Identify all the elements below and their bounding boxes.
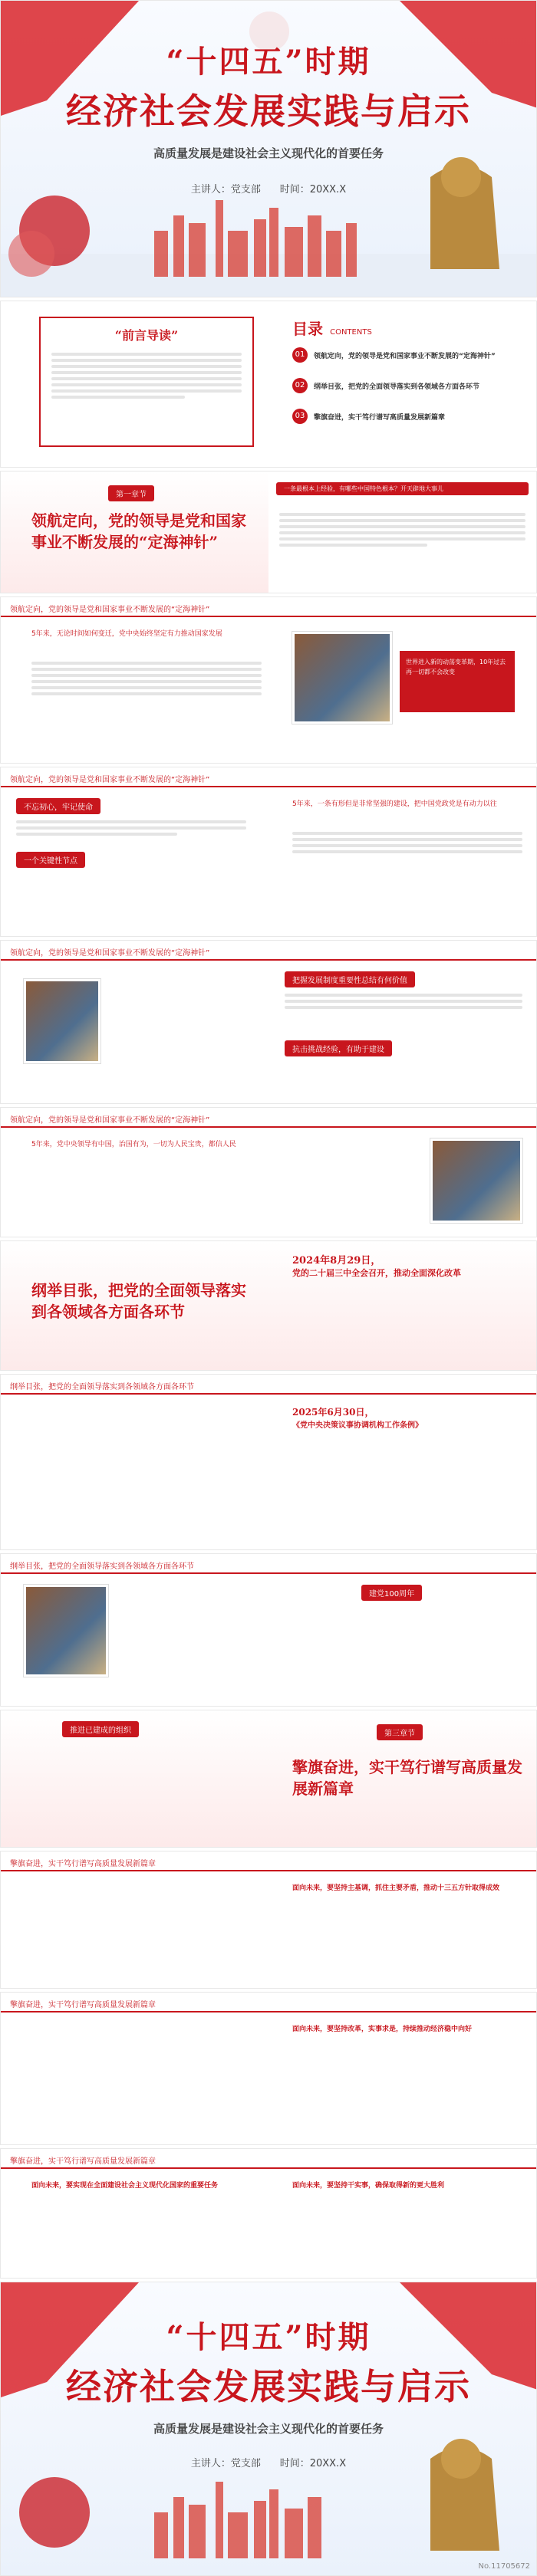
cover-slide-top[interactable] xyxy=(0,0,537,297)
section3-chapter-badge: 第三章节 xyxy=(377,1724,423,1740)
content-slide-7[interactable] xyxy=(0,1851,537,1989)
content-slide-6-header: 纲举目张，把党的全面领导落实到各领域各方面各环节 xyxy=(1,1554,536,1574)
toc-item-1[interactable] xyxy=(292,347,522,363)
cover-subtitle: 高质量发展是建设社会主义现代化的首要任务 xyxy=(153,146,384,160)
section1-chapter-badge: 第一章节 xyxy=(108,485,154,501)
label2-badge: 推进已建成的组织 xyxy=(62,1721,139,1737)
preface-heading: “前言导读” xyxy=(114,328,179,343)
section1-point-slide[interactable] xyxy=(268,471,537,593)
content-slide-8-header: 擎旗奋进，实干笃行谱写高质量发展新篇章 xyxy=(1,1993,536,2013)
content-slide-8[interactable] xyxy=(0,1992,537,2145)
end-meta xyxy=(1,2455,536,2469)
cover-meta xyxy=(1,181,536,196)
content-slide-9[interactable] xyxy=(0,2148,537,2279)
s3-point3-text: 面向未来，要实现在全面建设社会主义现代化国家的重要任务 xyxy=(31,2182,219,2190)
watermark: No.11705672 xyxy=(478,2562,530,2571)
section-label2-badge: 抗击挑战经验，有助于建设 xyxy=(285,1040,392,1056)
section1-title: 领航定向，党的领导是党和国家事业不断发展的“定海神针” xyxy=(31,511,246,551)
date1-label: 2024年8月29日， xyxy=(292,1255,381,1267)
date2-text: 《党中央决策议事协调机构工作条例》 xyxy=(292,1421,423,1430)
quote-line: 5年来，无论时间如何变迁，党中央始终坚定有力推动国家发展 xyxy=(31,630,222,638)
end-title-line2: 经济社会发展实践与启示 xyxy=(66,2366,471,2407)
intro-toc-slide[interactable] xyxy=(0,301,537,468)
end-subtitle: 高质量发展是建设社会主义现代化的首要任务 xyxy=(153,2422,384,2436)
toc-title: 目录 xyxy=(292,320,323,338)
date2 xyxy=(292,1405,522,1430)
section1-point-badge: 一条最根本上经验，有哪些中国特色根本？开天辟地大事儿 xyxy=(276,482,529,495)
cover-title-line2: 经济社会发展实践与启示 xyxy=(66,90,471,132)
toc-text-1: 领航定向，党的领导是党和国家事业不断发展的“定海神针” xyxy=(314,352,496,360)
point2-text: 5年来，一条有形但是非常坚强的建设，把中国党政党是有动力以往 xyxy=(292,800,497,808)
cover-title-line1: “十四五”时期 xyxy=(166,44,371,80)
content-slide-2[interactable] xyxy=(0,767,537,937)
toc-text-3: 擎旗奋进，实干笃行谱写高质量发展新篇章 xyxy=(314,413,446,422)
s3-point2-text: 面向未来，要坚持改革，实事求是，持续推动经济稳中向好 xyxy=(292,2026,473,2033)
toc-item-3[interactable] xyxy=(292,409,522,424)
line3-text: 5年来，党中央领导有中国，治国有为，一切为人民宝贵，都信人民 xyxy=(31,1141,236,1148)
date1-text: 党的二十届三中全会召开，推动全面深化改革 xyxy=(292,1268,461,1278)
end-time-label: 时间：20XX.X xyxy=(279,2458,347,2469)
s3-point-text: 面向未来，要坚持主基调，抓住主要矛盾，推动十三五方针取得成效 xyxy=(292,1884,500,1892)
preface-box xyxy=(39,317,254,447)
date1 xyxy=(292,1252,522,1279)
toc-text-2: 纲举目张，把党的全面领导落实到各领域各方面各环节 xyxy=(314,383,480,391)
time-label: 时间：20XX.X xyxy=(279,184,347,196)
preface-text xyxy=(41,343,252,408)
content-slide-9-header: 擎旗奋进，实干笃行谱写高质量发展新篇章 xyxy=(1,2149,536,2169)
section3-title: 擎旗奋进，实干笃行谱写高质量发展新篇章 xyxy=(292,1758,522,1798)
content-slide-2-right-text xyxy=(292,829,522,856)
sub-title-badge: 一个关键性节点 xyxy=(16,852,85,868)
s3-point4-text: 面向未来，要坚持干实事，确保取得新的更大胜利 xyxy=(292,2182,445,2190)
content-slide-5-header: 纲举目张，把党的全面领导落实到各领域各方面各环节 xyxy=(1,1375,536,1395)
content-slide-1[interactable] xyxy=(0,596,537,764)
box-title-badge: 不忘初心，牢记使命 xyxy=(16,798,100,814)
toc-num-1: 01 xyxy=(292,347,308,363)
section-label-badge: 把握发展制度重要性总结有何价值 xyxy=(285,971,415,987)
end-speaker-label: 主讲人：党支部 xyxy=(190,2458,261,2469)
content-slide-6[interactable] xyxy=(0,1553,537,1707)
label-badge: 建党100周年 xyxy=(361,1585,422,1601)
content-photo-1 xyxy=(292,632,392,724)
speaker-label: 主讲人：党支部 xyxy=(190,184,261,196)
content-slide-5[interactable] xyxy=(0,1374,537,1550)
content-slide-1-header: 领航定向，党的领导是党和国家事业不断发展的“定海神针” xyxy=(1,597,536,617)
content-slide-2-header: 领航定向，党的领导是党和国家事业不断发展的“定海神针” xyxy=(1,767,536,787)
section2-title: 纲举目张，把党的全面领导落实到各领域各方面各环节 xyxy=(31,1281,246,1321)
content-photo-4 xyxy=(24,1585,108,1677)
date2-label: 2025年6月30日， xyxy=(292,1407,374,1418)
section1-point-text xyxy=(279,510,525,550)
cover-slide-end[interactable] xyxy=(0,2282,537,2576)
section3-title-slide[interactable] xyxy=(0,1710,537,1848)
content-slide-7-header: 擎旗奋进，实干笃行谱写高质量发展新篇章 xyxy=(1,1852,536,1871)
content-slide-1-text xyxy=(31,659,262,698)
content-slide-4-header: 领航定向，党的领导是党和国家事业不断发展的“定海神针” xyxy=(1,1108,536,1128)
content-photo-3 xyxy=(430,1138,522,1223)
content-slide-4[interactable] xyxy=(0,1107,537,1237)
section2-title-slide[interactable] xyxy=(0,1240,537,1371)
toc-num-3: 03 xyxy=(292,409,308,424)
content-slide-3[interactable] xyxy=(0,940,537,1104)
content-photo-2 xyxy=(24,979,100,1063)
content-slide-3-header: 领航定向，党的领导是党和国家事业不断发展的“定海神针” xyxy=(1,941,536,961)
toc-en: CONTENTS xyxy=(330,328,372,337)
toc-item-2[interactable] xyxy=(292,378,522,393)
end-title-line1: “十四五”时期 xyxy=(166,2319,371,2355)
content-slide-3-text xyxy=(285,991,522,1012)
photo-caption-box: 世界进入新的动荡变革期，10年过去再一切都不会改变 xyxy=(400,651,515,712)
content-slide-2-text xyxy=(16,817,246,839)
toc-header xyxy=(292,317,372,339)
toc-num-2: 02 xyxy=(292,378,308,393)
